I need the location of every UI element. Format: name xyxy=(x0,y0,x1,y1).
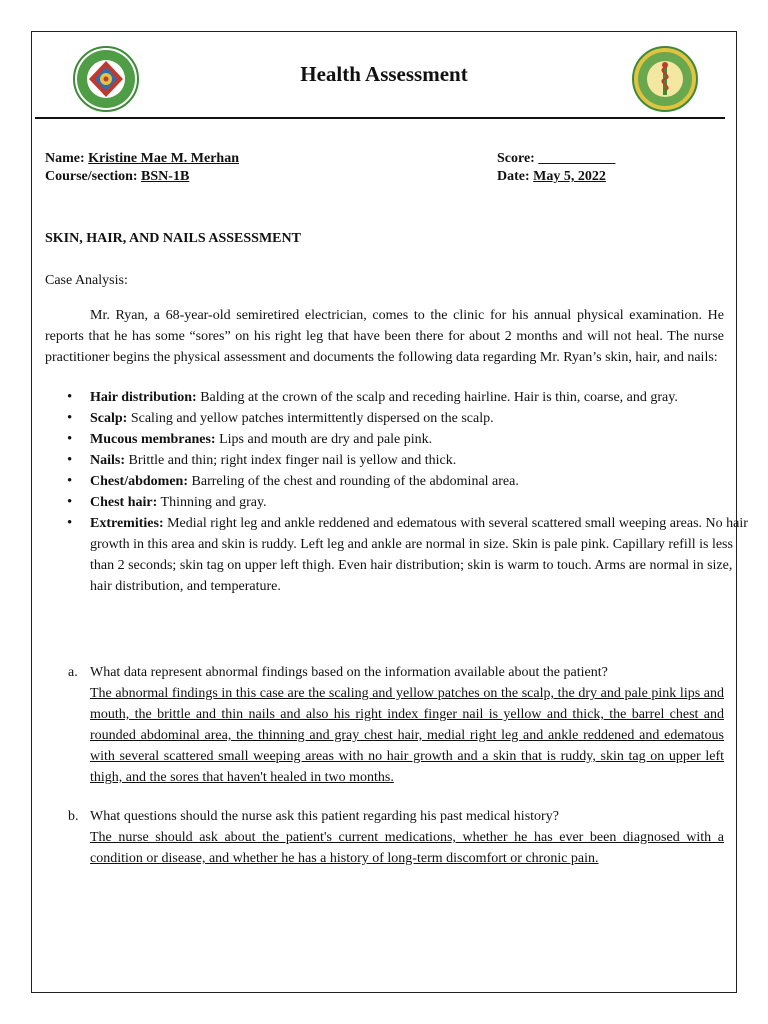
case-paragraph-text: Mr. Ryan, a 68-year-old semiretired electrician, comes to the clinic for his annual physical examination. He reports that he has some “sores” on his right leg that have been there for about 2 months and will not heal. The nurse practitioner begins the physical assessment and documents the following data regarding Mr. Ryan’s skin, hair, and nails: xyxy=(45,308,724,365)
question-text: What data represent abnormal findings based on the information available about the patient? xyxy=(90,665,608,680)
finding-text: Barreling of the chest and rounding of the abdominal area. xyxy=(188,474,519,489)
finding-item xyxy=(90,492,750,513)
course-value: BSN-1B xyxy=(141,169,190,184)
name-line xyxy=(45,150,239,168)
question-letter: b. xyxy=(68,809,79,824)
date-value: May 5, 2022 xyxy=(533,169,606,184)
finding-text: Scaling and yellow patches intermittently dispersed on the scalp. xyxy=(127,411,494,426)
finding-item xyxy=(90,387,750,408)
score-line xyxy=(497,150,615,168)
case-analysis-label: Case Analysis: xyxy=(45,273,128,288)
finding-text: Medial right leg and ankle reddened and edematous with several scattered small weeping areas. No hair growth in this area and skin is ruddy. Left leg and ankle are normal in size. Skin is pale pink. Capillary refill is less than 2 seconds; skin tag on upper left thigh. Even hair distribution; skin is warm to touch. Arms are normal in size, hair distribution, and temperature. xyxy=(90,516,748,594)
finding-label: Extremities: xyxy=(90,516,164,531)
answer-text: The abnormal findings in this case are the scaling and yellow patches on the scalp, the dry and pale pink lips and mouth, the brittle and thin nails and also his right index finger nail is yellow and thick, the barrel chest and rounded abdominal area, the thinning and gray chest hair, medial right leg and ankle reddened and edematous with several scattered small weeping areas with no hair growth and a skin that is ruddy, skin tag on upper left thigh, and the sores that haven't healed in two months. xyxy=(90,686,724,785)
date-line xyxy=(497,168,606,186)
finding-label: Mucous membranes: xyxy=(90,432,216,447)
finding-text: Thinning and gray. xyxy=(157,495,267,510)
course-label: Course/section: xyxy=(45,169,138,184)
finding-text: Balding at the crown of the scalp and receding hairline. Hair is thin, coarse, and gray. xyxy=(196,390,678,405)
finding-item xyxy=(90,513,750,597)
question-letter: a. xyxy=(68,665,78,680)
date-label: Date: xyxy=(497,169,530,184)
course-line xyxy=(45,168,189,186)
finding-item xyxy=(90,408,750,429)
answer-text: The nurse should ask about the patient's current medications, whether he has ever been diagnosed with a condition or disease, and whether he has a history of long-term discomfort or chronic pain. xyxy=(90,830,724,866)
finding-label: Nails: xyxy=(90,453,125,468)
finding-label: Chest/abdomen: xyxy=(90,474,189,489)
score-label: Score: xyxy=(497,151,535,166)
finding-label: Scalp: xyxy=(90,411,128,426)
question-b xyxy=(68,806,724,869)
finding-item xyxy=(90,471,750,492)
finding-label: Chest hair: xyxy=(90,495,158,510)
header-divider xyxy=(35,117,725,119)
name-value: Kristine Mae M. Merhan xyxy=(88,151,240,166)
case-paragraph xyxy=(45,305,724,368)
finding-item xyxy=(90,450,750,471)
page-title: Health Assessment xyxy=(300,62,468,86)
question-text: What questions should the nurse ask this patient regarding his past medical history? xyxy=(90,809,559,824)
finding-item xyxy=(90,429,750,450)
finding-text: Brittle and thin; right index finger nail is yellow and thick. xyxy=(125,453,457,468)
name-label: Name: xyxy=(45,151,85,166)
findings-list xyxy=(45,387,750,597)
finding-text: Lips and mouth are dry and pale pink. xyxy=(215,432,433,447)
section-heading: SKIN, HAIR, AND NAILS ASSESSMENT xyxy=(45,231,301,246)
finding-label: Hair distribution: xyxy=(90,390,197,405)
score-value: ___________ xyxy=(538,151,616,166)
question-a xyxy=(68,662,724,788)
